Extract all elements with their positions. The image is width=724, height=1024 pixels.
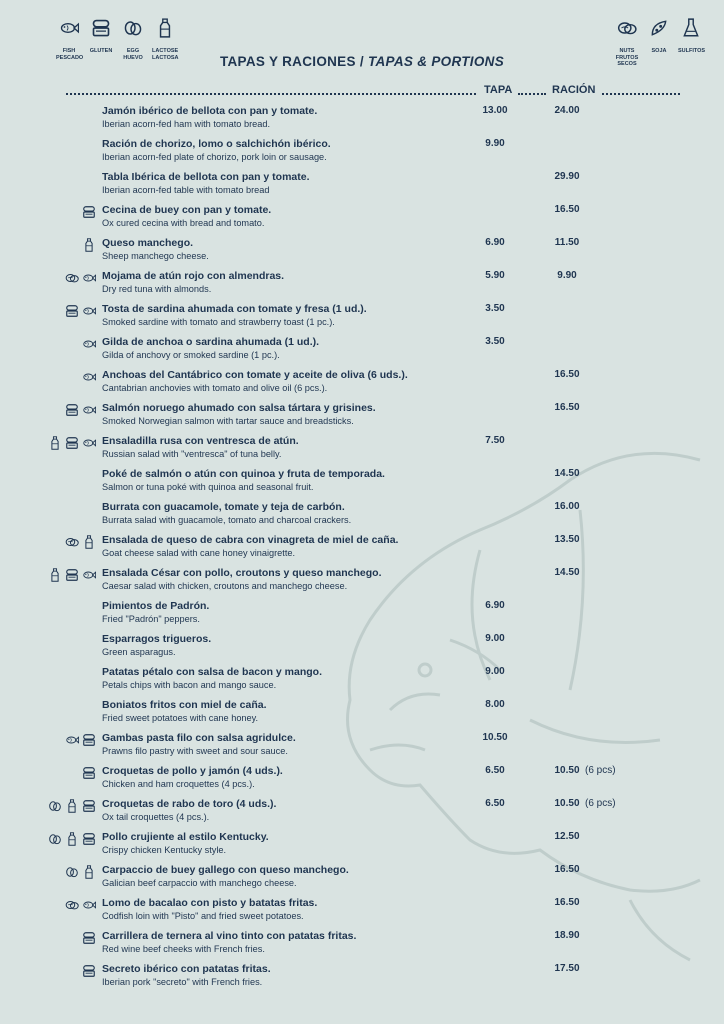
dish-name: Burrata con guacamole, tomate y teja de carbón. xyxy=(102,501,345,513)
nuts-icon xyxy=(65,898,79,912)
menu-item xyxy=(0,468,724,500)
dish-description: Iberian acorn-fed plate of chorizo, pork loin or sausage. xyxy=(102,152,327,162)
menu-item xyxy=(0,765,724,797)
tapa-price: 5.90 xyxy=(485,270,505,281)
allergen-icons xyxy=(48,436,96,450)
legend-label-es: HUEVO xyxy=(123,54,143,61)
dish-name: Ensalada César con pollo, croutons y queso manchego. xyxy=(102,567,382,579)
racion-price: 16.50 xyxy=(554,204,580,215)
tapa-price: 9.90 xyxy=(485,138,505,149)
fish-icon xyxy=(59,18,79,38)
fish-icon xyxy=(59,18,79,40)
egg-icon xyxy=(48,832,62,846)
egg-icon xyxy=(123,18,143,38)
allergen-icons xyxy=(82,766,96,780)
allergen-icons xyxy=(48,832,96,846)
menu-item xyxy=(0,105,724,137)
gluten-icon xyxy=(82,964,96,978)
menu-item xyxy=(0,435,724,467)
racion-price: 16.50 xyxy=(554,369,580,380)
dish-name: Croquetas de pollo y jamón (4 uds.). xyxy=(102,765,283,777)
dish-description: Galician beef carpaccio with manchego cheese. xyxy=(102,878,297,888)
menu-item xyxy=(0,402,724,434)
racion-price: 11.50 xyxy=(554,237,580,248)
menu-item xyxy=(0,303,724,335)
dish-description: Chicken and ham croquettes (4 pcs.). xyxy=(102,779,255,789)
dish-name: Cecina de buey con pan y tomate. xyxy=(102,204,272,216)
racion-price: 12.50 xyxy=(554,831,580,842)
menu-item xyxy=(0,963,724,995)
allergen-icons xyxy=(48,799,96,813)
dish-description: Dry red tuna with almonds. xyxy=(102,284,212,294)
dish-description: Fried sweet potatoes with cane honey. xyxy=(102,713,259,723)
menu-item xyxy=(0,699,724,731)
gluten-icon xyxy=(65,403,79,417)
dish-description: Ox tail croquettes (4 pcs.). xyxy=(102,812,210,822)
nuts-icon xyxy=(65,271,79,285)
dish-description: Gilda of anchovy or smoked sardine (1 pc.). xyxy=(102,350,280,360)
allergen-icons xyxy=(65,304,96,318)
dish-name: Patatas pétalo con salsa de bacon y mango. xyxy=(102,666,322,678)
allergen-icons xyxy=(65,733,96,747)
gluten-icon xyxy=(65,568,79,582)
allergen-icons xyxy=(82,931,96,945)
racion-price: 10.50 xyxy=(554,798,580,809)
menu-item xyxy=(0,897,724,929)
soy-icon xyxy=(649,18,669,38)
title-english: TAPAS & PORTIONS xyxy=(367,54,505,69)
fish-icon xyxy=(82,898,96,912)
legend-label-en: NUTS xyxy=(619,48,635,54)
dish-name: Ensaladilla rusa con ventresca de atún. xyxy=(102,435,299,447)
tapa-price: 8.00 xyxy=(485,699,505,710)
menu-item xyxy=(0,666,724,698)
lactose-icon xyxy=(48,436,62,450)
dish-name: Mojama de atún rojo con almendras. xyxy=(102,270,285,282)
dish-description: Goat cheese salad with cane honey vinaigrette. xyxy=(102,548,296,558)
allergen-icons xyxy=(65,535,96,549)
dish-name: Tosta de sardina ahumada con tomate y fresa (1 ud.). xyxy=(102,303,367,315)
menu-item xyxy=(0,501,724,533)
nuts-icon xyxy=(617,18,637,40)
allergen-icons xyxy=(82,205,96,219)
lactose-icon xyxy=(65,799,79,813)
dish-name: Queso manchego. xyxy=(102,237,194,249)
egg-icon xyxy=(65,865,79,879)
menu-item xyxy=(0,567,724,599)
tapa-price: 3.50 xyxy=(485,303,505,314)
dish-description: Red wine beef cheeks with French fries. xyxy=(102,944,265,954)
allergen-icons xyxy=(48,568,96,582)
egg-icon xyxy=(123,18,143,40)
menu-item xyxy=(0,798,724,830)
racion-price: 9.90 xyxy=(557,270,577,281)
dish-description: Salmon or tuna poké with quinoa and seasonal fruit. xyxy=(102,482,314,492)
dish-description: Cantabrian anchovies with tomato and olive oil (6 pcs.). xyxy=(102,383,328,393)
tapa-price: 6.90 xyxy=(485,600,505,611)
gluten-icon xyxy=(82,733,96,747)
allergen-icons xyxy=(65,898,96,912)
dish-description: Prawns filo pastry with sweet and sour sauce. xyxy=(102,746,288,756)
tapa-price: 13.00 xyxy=(482,105,508,116)
menu-item xyxy=(0,204,724,236)
lactose-icon xyxy=(82,865,96,879)
menu-item xyxy=(0,270,724,302)
racion-note: (6 pcs) xyxy=(585,765,616,776)
gluten-icon xyxy=(82,799,96,813)
sulfites-icon xyxy=(681,18,701,38)
tapa-price: 6.90 xyxy=(485,237,505,248)
tapa-price: 6.50 xyxy=(485,798,505,809)
gluten-icon xyxy=(91,18,111,40)
dish-description: Ox cured cecina with bread and tomato. xyxy=(102,218,265,228)
dish-description: Smoked sardine with tomato and strawberry toast (1 pc.). xyxy=(102,317,335,327)
dish-name: Gambas pasta filo con salsa agridulce. xyxy=(102,732,296,744)
lactose-icon xyxy=(155,18,175,38)
legend-label-es: SULFITOS xyxy=(678,48,706,54)
dish-description: Russian salad with "ventresca" of tuna belly. xyxy=(102,449,282,459)
gluten-icon xyxy=(82,766,96,780)
dish-description: Iberian acorn-fed table with tomato bread xyxy=(102,185,270,195)
sulfites-icon xyxy=(681,18,701,40)
gluten-icon xyxy=(65,304,79,318)
lactose-icon xyxy=(82,535,96,549)
dish-description: Codfish loin with "Pisto" and fried sweet potatoes. xyxy=(102,911,304,921)
dish-name: Secreto ibérico con patatas fritas. xyxy=(102,963,271,975)
fish-icon xyxy=(82,370,96,384)
legend-label-en: FISH xyxy=(62,48,76,54)
allergen-icons xyxy=(82,238,96,252)
racion-price: 10.50 xyxy=(554,765,580,776)
legend-label-es: GLUTEN xyxy=(89,48,113,54)
menu-item xyxy=(0,633,724,665)
tapa-price: 9.00 xyxy=(485,666,505,677)
lactose-icon xyxy=(82,238,96,252)
menu-item xyxy=(0,534,724,566)
menu-item xyxy=(0,732,724,764)
dotted-divider xyxy=(518,93,546,95)
dotted-divider xyxy=(66,93,476,95)
dish-name: Carpaccio de buey gallego con queso manchego. xyxy=(102,864,349,876)
dish-description: Crispy chicken Kentucky style. xyxy=(102,845,227,855)
fish-icon xyxy=(65,733,79,747)
egg-icon xyxy=(48,799,62,813)
menu-item xyxy=(0,831,724,863)
allergen-icons xyxy=(82,337,96,351)
racion-column-label: RACIÓN xyxy=(552,84,596,96)
tapa-price: 6.50 xyxy=(485,765,505,776)
tapa-column-label: TAPA xyxy=(484,84,513,96)
dish-description: Iberian acorn-fed ham with tomato bread. xyxy=(102,119,271,129)
fish-icon xyxy=(82,337,96,351)
racion-price: 13.50 xyxy=(554,534,580,545)
racion-price: 16.50 xyxy=(554,402,580,413)
dish-name: Lomo de bacalao con pisto y batatas fritas. xyxy=(102,897,318,909)
tapa-price: 3.50 xyxy=(485,336,505,347)
menu-item xyxy=(0,600,724,632)
dish-name: Anchoas del Cantábrico con tomate y aceite de oliva (6 uds.). xyxy=(102,369,408,381)
allergen-icons xyxy=(65,865,96,879)
racion-price: 14.50 xyxy=(554,468,580,479)
legend-label-en: LACTOSE xyxy=(152,48,179,54)
fish-icon xyxy=(82,304,96,318)
allergen-icons xyxy=(65,403,96,417)
dish-name: Carrillera de ternera al vino tinto con patatas fritas. xyxy=(102,930,357,942)
dish-name: Pimientos de Padrón. xyxy=(102,600,210,612)
menu-item xyxy=(0,930,724,962)
racion-price: 17.50 xyxy=(554,963,580,974)
racion-price: 16.50 xyxy=(554,864,580,875)
page-title xyxy=(0,54,724,69)
gluten-icon xyxy=(91,18,111,38)
dish-name: Ración de chorizo, lomo o salchichón ibérico. xyxy=(102,138,331,150)
dish-name: Croquetas de rabo de toro (4 uds.). xyxy=(102,798,277,810)
dish-description: Smoked Norwegian salmon with tartar sauce and breadsticks. xyxy=(102,416,354,426)
legend-label-es: SOJA xyxy=(651,48,667,54)
menu-item xyxy=(0,369,724,401)
fish-icon xyxy=(82,403,96,417)
legend-label-es: FRUTOS SECOS xyxy=(615,54,639,67)
tapa-price: 10.50 xyxy=(482,732,508,743)
racion-price: 29.90 xyxy=(554,171,580,182)
racion-price: 24.00 xyxy=(554,105,580,116)
allergen-icons xyxy=(65,271,96,285)
menu-item xyxy=(0,336,724,368)
fish-icon xyxy=(82,436,96,450)
fish-icon xyxy=(82,568,96,582)
dish-description: Iberian pork "secreto" with French fries. xyxy=(102,977,263,987)
dish-description: Burrata salad with guacamole, tomato and charcoal crackers. xyxy=(102,515,352,525)
menu-item xyxy=(0,864,724,896)
nuts-icon xyxy=(65,535,79,549)
dish-description: Caesar salad with chicken, croutons and manchego cheese. xyxy=(102,581,348,591)
menu-item xyxy=(0,237,724,269)
lactose-icon xyxy=(155,18,175,40)
racion-price: 14.50 xyxy=(554,567,580,578)
soy-icon xyxy=(649,18,669,40)
dish-name: Boniatos fritos con miel de caña. xyxy=(102,699,267,711)
fish-icon xyxy=(82,271,96,285)
tapa-price: 9.00 xyxy=(485,633,505,644)
gluten-icon xyxy=(65,436,79,450)
lactose-icon xyxy=(65,832,79,846)
dish-description: Sheep manchego cheese. xyxy=(102,251,209,261)
dish-description: Petals chips with bacon and mango sauce. xyxy=(102,680,277,690)
dish-name: Pollo crujiente al estilo Kentucky. xyxy=(102,831,269,843)
racion-price: 18.90 xyxy=(554,930,580,941)
racion-note: (6 pcs) xyxy=(585,798,616,809)
legend-label-en: EGG xyxy=(126,48,140,54)
title-spanish: TAPAS Y RACIONES / xyxy=(219,54,368,69)
dotted-divider xyxy=(602,93,680,95)
menu-item xyxy=(0,138,724,170)
dish-name: Ensalada de queso de cabra con vinagreta de miel de caña. xyxy=(102,534,399,546)
allergen-icons xyxy=(82,964,96,978)
dish-name: Poké de salmón o atún con quinoa y fruta de temporada. xyxy=(102,468,385,480)
racion-price: 16.00 xyxy=(554,501,580,512)
dish-name: Tabla Ibérica de bellota con pan y tomate. xyxy=(102,171,310,183)
column-header xyxy=(66,84,680,100)
menu-item xyxy=(0,171,724,203)
tapa-price: 7.50 xyxy=(485,435,505,446)
allergen-icons xyxy=(82,370,96,384)
dish-name: Jamón ibérico de bellota con pan y tomate. xyxy=(102,105,318,117)
legend-label-es: LACTOSA xyxy=(152,54,179,61)
gluten-icon xyxy=(82,832,96,846)
dish-description: Green asparagus. xyxy=(102,647,176,657)
gluten-icon xyxy=(82,205,96,219)
dish-name: Esparragos trigueros. xyxy=(102,633,212,645)
dish-name: Salmón noruego ahumado con salsa tártara y grisines. xyxy=(102,402,376,414)
gluten-icon xyxy=(82,931,96,945)
dish-name: Gilda de anchoa o sardina ahumada (1 ud.). xyxy=(102,336,320,348)
legend-label-es: PESCADO xyxy=(56,54,84,61)
racion-price: 16.50 xyxy=(554,897,580,908)
nuts-icon xyxy=(617,18,637,38)
dish-description: Fried "Padrón" peppers. xyxy=(102,614,200,624)
lactose-icon xyxy=(48,568,62,582)
